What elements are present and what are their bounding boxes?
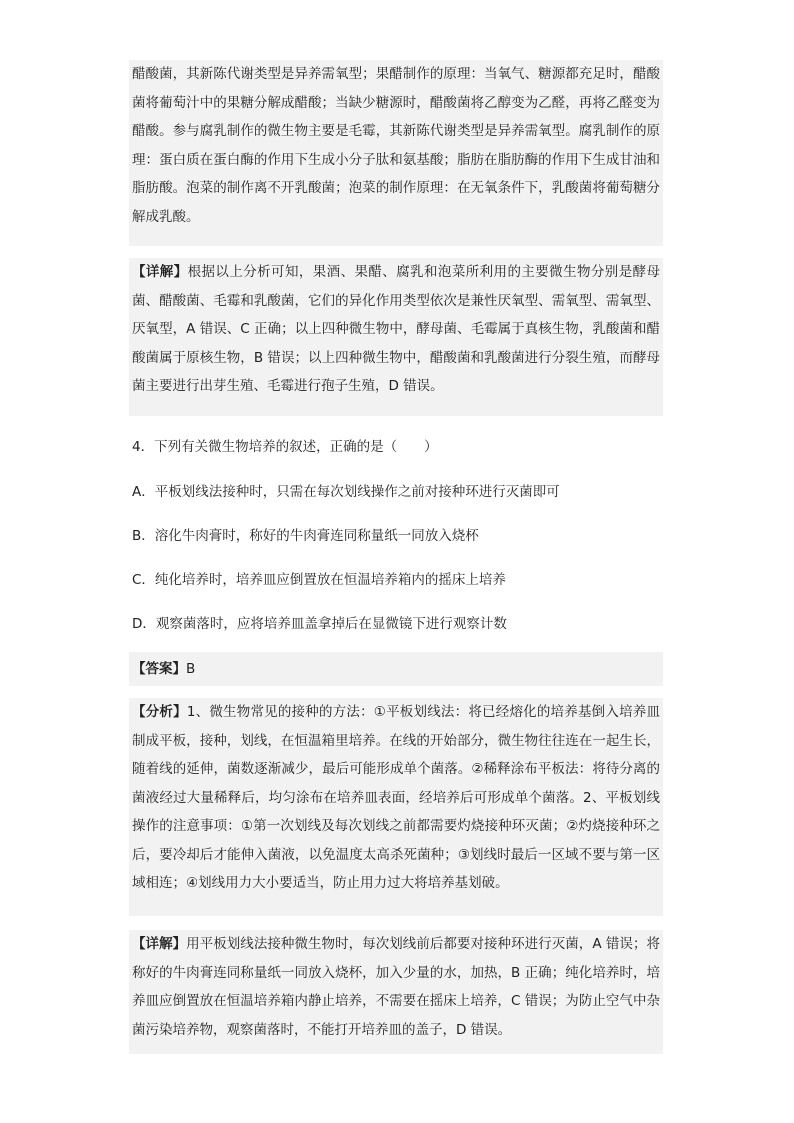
option-b: [129, 525, 663, 547]
detail-text: 用平板划线法接种微生物时，每次划线前后都要对接种环进行灭菌，A 错误；将称好的牛肉膏连同称量纸一同放入烧杯，加入少量的水，加热，B 正确；纯化培养时，培养皿应倒置放在恒温培养箱内静止培养，不需要在摇床上培养，C 错误；为防止空气中杂菌污染培养物，观察菌落时，不能打开培养皿的盖子，D 错误。: [132, 936, 660, 1038]
answer-line: [129, 652, 663, 686]
option-b-text: B．溶化牛肉膏时，称好的牛肉膏连同称量纸一同放入烧杯: [132, 528, 479, 544]
option-d-text: D．观察菌落时，应将培养皿盖拿掉后在显微镜下进行观察计数: [132, 616, 507, 632]
question-stem: [129, 436, 663, 458]
question-stem-text: 4．下列有关微生物培养的叙述，正确的是（ ）: [132, 439, 438, 455]
detail-tag: 【详解】: [132, 936, 187, 952]
analysis-paragraph: [129, 698, 663, 916]
detail-text: 根据以上分析可知，果酒、果醋、腐乳和泡菜所利用的主要微生物分别是酵母菌、醋酸菌、毛霉和乳酸菌，它们的异化作用类型依次是兼性厌氧型、需氧型、需氧型、厌氧型，A 错误、C 正确；以上四种微生物中，酵母菌、毛霉属于真核生物，乳酸菌和醋酸菌属于原核生物，B 错误；以上四种微生物中，醋酸菌和乳酸菌进行分裂生殖，而酵母菌主要进行出芽生殖、毛霉进行孢子生殖，D 错误。: [132, 264, 661, 394]
answer-value: B: [186, 661, 196, 677]
option-a-text: A．平板划线法接种时，只需在每次划线操作之前对接种环进行灭菌即可: [132, 484, 560, 500]
analysis-continued-text: 醋酸菌，其新陈代谢类型是异养需氧型；果醋制作的原理：当氧气、糖源都充足时，醋酸菌将葡萄汁中的果糖分解成醋酸；当缺少糖源时，醋酸菌将乙醇变为乙醛，再将乙醛变为醋酸。参与腐乳制作的微生物主要是毛霉，其新陈代谢类型是异养需氧型。腐乳制作的原理：蛋白质在蛋白酶的作用下生成小分子肽和氨基酸；脂肪在脂肪酶的作用下生成甘油和脂肪酸。泡菜的制作离不开乳酸菌；泡菜的制作原理：在无氧条件下，乳酸菌将葡萄糖分解成乳酸。: [132, 66, 660, 225]
option-a: [129, 481, 663, 503]
option-c: [129, 569, 663, 591]
option-c-text: C．纯化培养时，培养皿应倒置放在恒温培养箱内的摇床上培养: [132, 572, 506, 588]
analysis-continued-paragraph: [129, 60, 663, 246]
option-d: [129, 613, 663, 635]
detail-paragraph-q3: [129, 258, 663, 416]
answer-tag: 【答案】: [132, 661, 186, 677]
detail-paragraph: [129, 930, 663, 1054]
detail-tag: 【详解】: [132, 264, 188, 280]
analysis-text: 1、微生物常见的接种的方法：①平板划线法：将已经熔化的培养基倒入培养皿制成平板，接种，划线，在恒温箱里培养。在线的开始部分，微生物往往连在一起生长，随着线的延伸，菌数逐渐减少，最后可能形成单个菌落。②稀释涂布平板法：将待分离的菌液经过大量稀释后，均匀涂布在培养皿表面，经培养后可形成单个菌落。2、平板划线操作的注意事项：①第一次划线及每次划线之前都需要灼烧接种环灭菌；②灼烧接种环之后，要冷却后才能伸入菌液，以免温度太高杀死菌种；③划线时最后一区域不要与第一区域相连；④划线用力大小要适当，防止用力过大将培养基划破。: [132, 704, 660, 891]
analysis-tag: 【分析】: [132, 704, 187, 720]
